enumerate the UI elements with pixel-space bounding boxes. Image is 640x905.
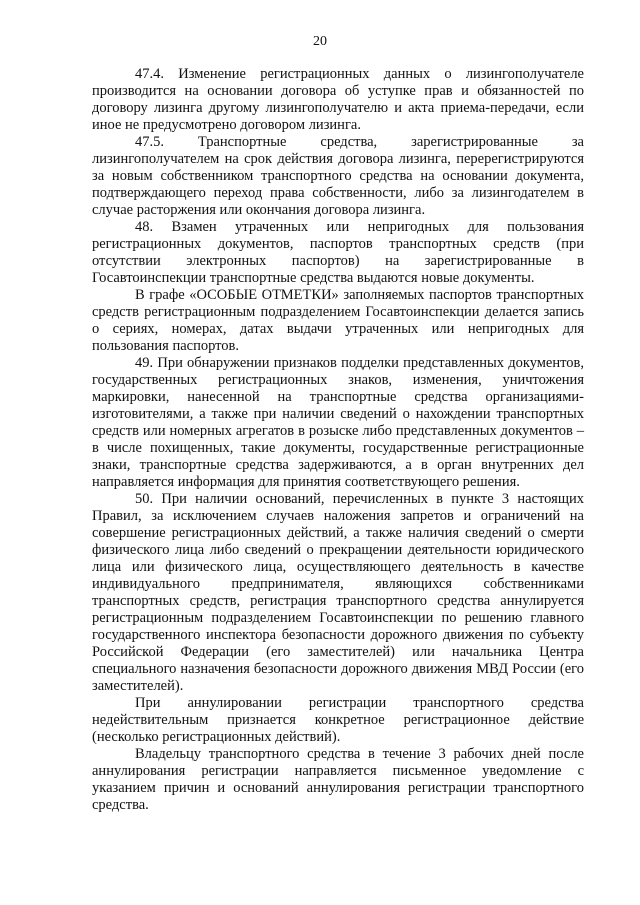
- paragraph-47-5: 47.5. Транспортные средства, зарегистрированные за лизингополучателем на срок действия договора лизинга, перерегистрируются за новым собственником транспортного средства на основании документа, подтверждающего переход права собственности, либо за лизингодателем в случае расторжения или окончания договора лизинга.: [92, 134, 584, 218]
- page-number: 20: [313, 34, 327, 49]
- paragraph-48-special-notes: В графе «ОСОБЫЕ ОТМЕТКИ» заполняемых паспортов транспортных средств регистрационным подразделением Госавтоинспекции делается запись о сериях, номерах, датах выдачи утраченных или непригодных для пользования паспортов.: [92, 287, 584, 354]
- paragraph-50-notification: Владельцу транспортного средства в течение 3 рабочих дней после аннулирования регистрации направляется письменное уведомление с указанием причин и оснований аннулирования регистрации транспортного средства.: [92, 746, 584, 813]
- paragraph-49: 49. При обнаружении признаков подделки представленных документов, государственных регистрационных знаков, изменения, уничтожения маркировки, нанесенной на транспортные средства организациями-изготовителями, а также при наличии сведений о нахождении транспортных средств или номерных агрегатов в розыске либо представленных документов – в числе похищенных, такие документы, государственные регистрационные знаки, транспортные средства задерживаются, а в орган внутренних дел направляется информация для принятия соответствующего решения.: [92, 355, 584, 490]
- paragraph-50: 50. При наличии оснований, перечисленных в пункте 3 настоящих Правил, за исключением случаев наложения запретов и ограничений на совершение регистрационных действий, а также наличия сведений о смерти физического лица либо сведений о прекращении деятельности юридического лица или физического лица, осуществляющего деятельность в качестве индивидуального предпринимателя, являющихся собственниками транспортных средств, регистрация транспортного средства аннулируется регистрационным подразделением Госавтоинспекции по решению главного государственного инспектора безопасности дорожного движения по субъекту Российской Федерации (его заместителей) или начальника Центра специального назначения безопасности дорожного движения МВД России (его заместителей).: [92, 491, 584, 694]
- paragraph-50-annulment: При аннулировании регистрации транспортного средства недействительным признается конкретное регистрационное действие (несколько регистрационных действий).: [92, 695, 584, 745]
- document-body: [92, 66, 584, 814]
- paragraph-47-4: 47.4. Изменение регистрационных данных о лизингополучателе производится на основании договора об уступке прав и обязанностей по договору лизинга другому лизингополучателю и акта приема-передачи, если иное не предусмотрено договором лизинга.: [92, 66, 584, 133]
- paragraph-48: 48. Взамен утраченных или непригодных для пользования регистрационных документов, паспортов транспортных средств (при отсутствии электронных паспортов) на зарегистрированные в Госавтоинспекции транспортные средства выдаются новые документы.: [92, 219, 584, 286]
